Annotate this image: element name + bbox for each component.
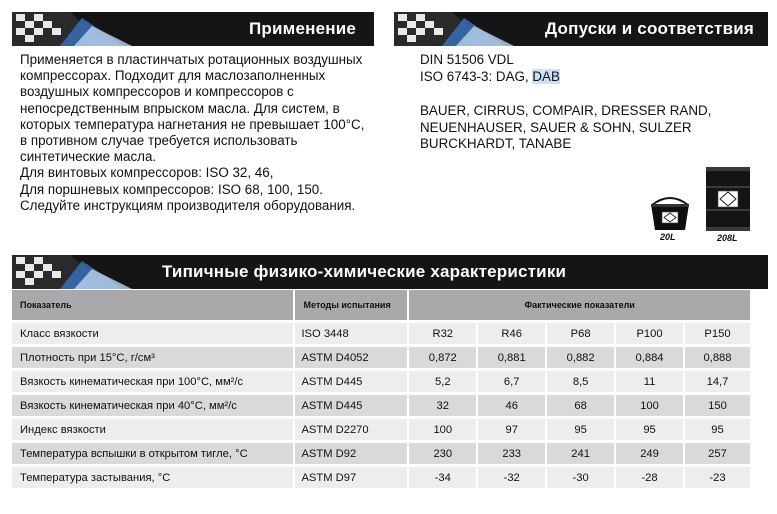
row-value: P100 [615,322,684,346]
table-header-row [12,290,751,322]
pail-container [648,195,692,242]
drum-volume-label: 208L [717,233,738,243]
row-value: 8,5 [546,370,615,394]
row-value: 257 [684,442,751,466]
drum-icon [703,165,753,231]
row-method: ASTM D2270 [294,418,408,442]
approval-iso-prefix: ISO 6743-3: DAG, [420,68,533,84]
table-row [12,346,751,370]
table-row [12,322,751,346]
row-value: 95 [684,418,751,442]
approval-iso-highlight: DAB [532,68,560,84]
row-value: 249 [615,442,684,466]
application-paragraph: Для поршневых компрессоров: ISO 68, 100, 150. [20,181,323,197]
row-value: 0,881 [477,346,546,370]
row-value: 230 [408,442,477,466]
row-value: -30 [546,466,615,489]
row-value: 11 [615,370,684,394]
row-value: 32 [408,394,477,418]
row-value: 95 [615,418,684,442]
approvals-text [420,52,760,153]
approvals-header [394,12,768,46]
row-value: 14,7 [684,370,751,394]
row-value: P68 [546,322,615,346]
row-value: 97 [477,418,546,442]
row-value: 5,2 [408,370,477,394]
table-row [12,418,751,442]
approvals-title: Допуски и соответствия [545,19,754,38]
approval-manufacturers: BAUER, CIRRUS, COMPAIR, DRESSER RAND, NEUENHAUSER, SAUER & SOHN, SULZER BURCKHARDT, TANABE [420,103,712,151]
header-indicator: Показатель [12,290,294,322]
row-value: 6,7 [477,370,546,394]
row-value: 0,888 [684,346,751,370]
application-paragraph: Применяется в пластинчатых ротационных воздушных компрессорах. Подходит для маслозаполненных воздушных компрессоров и компрессоров с непосредственным впрыском масла. Для систем, в которых температура нагнетания не превышает 100°С, в противном случае требуется использовать синтетические масла. [20,52,365,165]
row-value: 0,882 [546,346,615,370]
table-row [12,442,751,466]
row-method: ASTM D92 [294,442,408,466]
drum-container [703,165,753,243]
row-value: 233 [477,442,546,466]
properties-title: Типичные физико-химические характеристики [162,262,567,281]
properties-table [12,290,752,488]
approval-iso [420,69,760,86]
header-method: Методы испытания [294,290,408,322]
table-row [12,466,751,489]
row-value: 95 [546,418,615,442]
pail-volume-label: 20L [660,232,676,242]
row-value: 150 [684,394,751,418]
table-row [12,370,751,394]
row-method: ASTM D445 [294,370,408,394]
row-method: ASTM D4052 [294,346,408,370]
application-header [12,12,374,46]
approval-din: DIN 51506 VDL [420,52,514,67]
row-method: ASTM D445 [294,394,408,418]
row-indicator: Плотность при 15°С, г/см³ [12,346,294,370]
row-indicator: Температура застывания, °С [12,466,294,489]
row-value: R46 [477,322,546,346]
checkered-flag-icon [12,255,132,289]
row-indicator: Класс вязкости [12,322,294,346]
checkered-flag-icon [12,12,132,46]
checkered-flag-icon [394,12,514,46]
row-value: 68 [546,394,615,418]
row-value: 241 [546,442,615,466]
row-indicator: Вязкость кинематическая при 100°С, мм²/с [12,370,294,394]
row-value: R32 [408,322,477,346]
row-value: 0,884 [615,346,684,370]
row-value: -23 [684,466,751,489]
row-value: 0,872 [408,346,477,370]
row-value: 46 [477,394,546,418]
row-value: -28 [615,466,684,489]
row-indicator: Температура вспышки в открытом тигле, °С [12,442,294,466]
row-indicator: Индекс вязкости [12,418,294,442]
row-indicator: Вязкость кинематическая при 40°С, мм²/с [12,394,294,418]
row-value: 100 [408,418,477,442]
row-value: 100 [615,394,684,418]
row-value: -34 [408,466,477,489]
pail-icon [648,195,692,231]
application-paragraph: Для винтовых компрессоров: ISO 32, 46, [20,165,274,181]
row-method: ASTM D97 [294,466,408,489]
application-text [20,52,370,214]
application-title: Применение [249,19,356,38]
application-paragraph: Следуйте инструкциям производителя оборудования. [20,197,356,213]
row-value: -32 [477,466,546,489]
row-value: P150 [684,322,751,346]
properties-header [12,255,768,289]
row-method: ISO 3448 [294,322,408,346]
header-values: Фактические показатели [408,290,751,322]
table-row [12,394,751,418]
